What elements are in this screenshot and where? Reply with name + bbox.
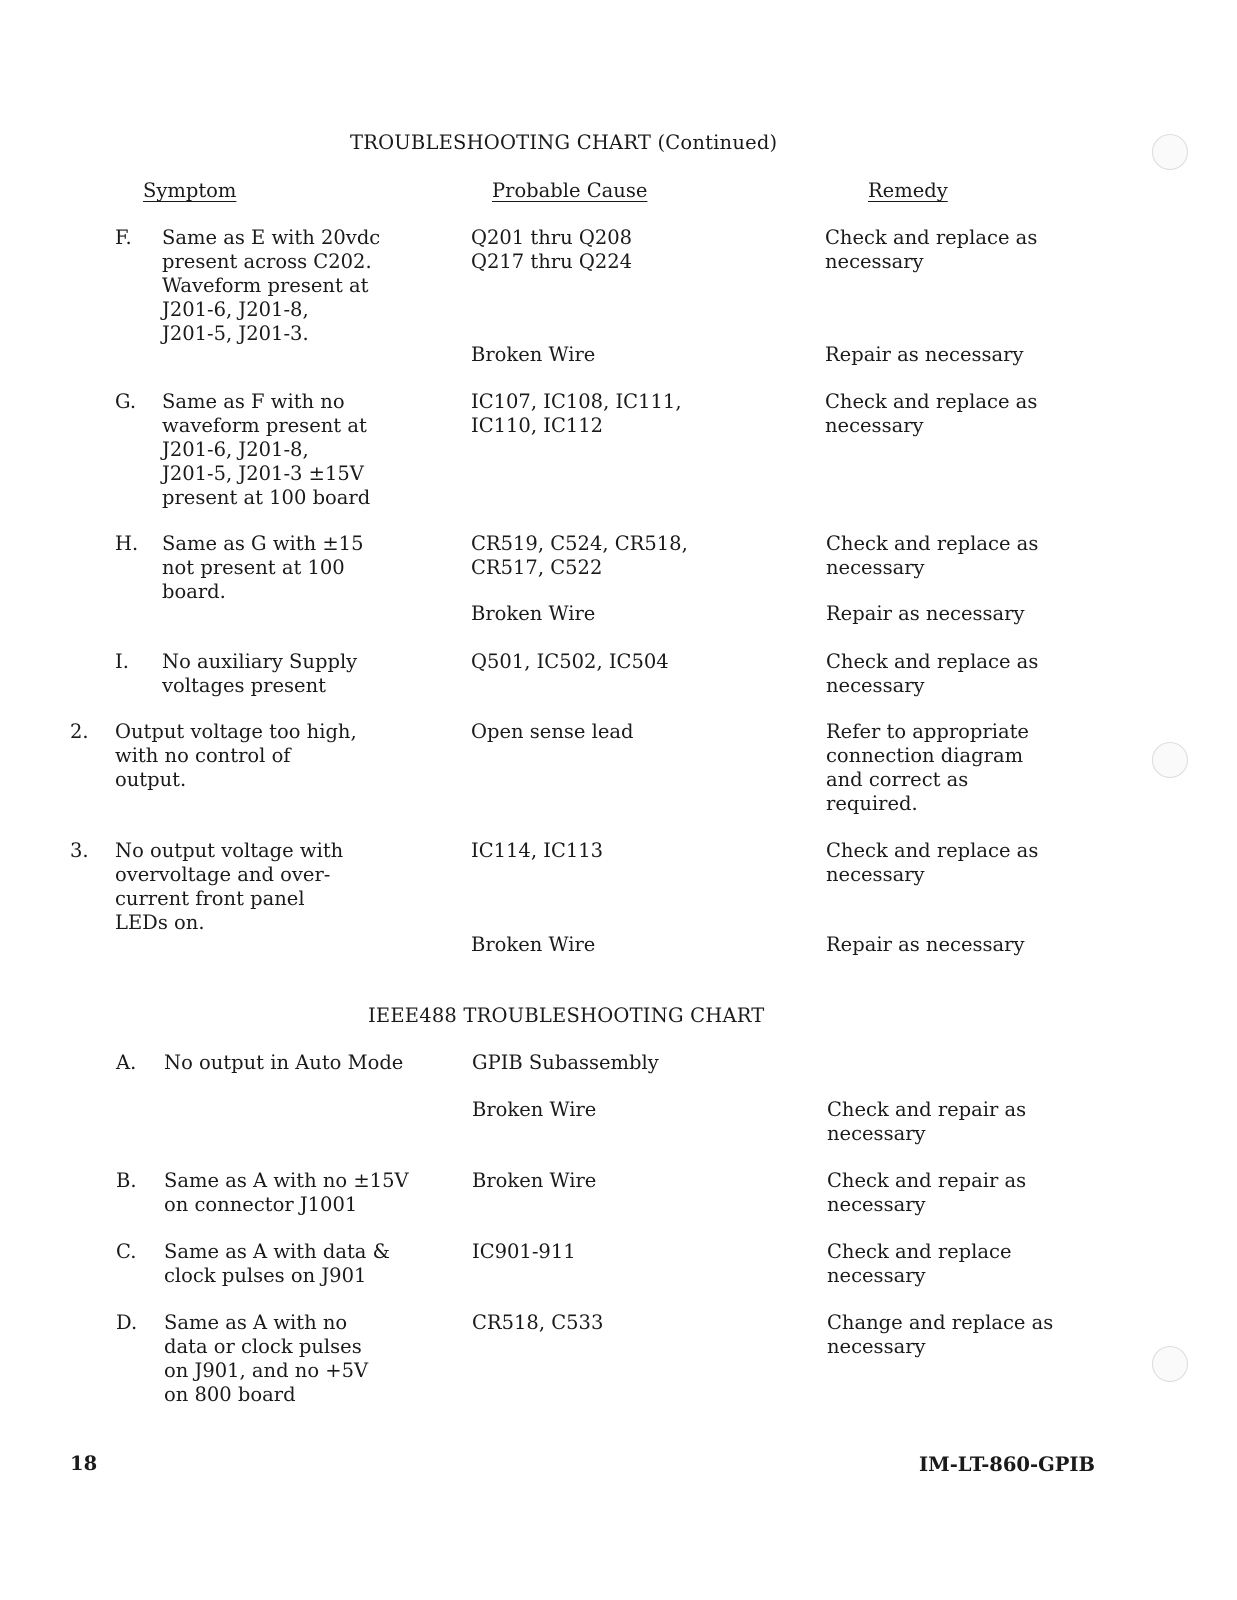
row-label: A. [116,1051,137,1074]
cause-cell: GPIB Subassembly [472,1051,659,1074]
row-label: H. [115,532,139,555]
column-header-remedy: Remedy [868,179,948,202]
chart-title: IEEE488 TROUBLESHOOTING CHART [368,1004,765,1027]
cause-cell: Q201 thru Q208 Q217 thru Q224 [471,226,633,273]
cause-cell: Broken Wire [471,602,596,625]
document-id: IM-LT-860-GPIB [919,1453,1096,1476]
symptom-cell: Output voltage too high, with no control of output. [115,720,357,791]
cause-cell: Open sense lead [471,720,634,743]
row-label: C. [116,1240,137,1263]
remedy-cell: Repair as necessary [825,343,1024,366]
row-label: D. [116,1311,138,1334]
cause-cell: IC901-911 [472,1240,576,1263]
remedy-cell: Refer to appropriate connection diagram and correct as required. [826,720,1029,815]
chart-title: TROUBLESHOOTING CHART (Continued) [350,131,778,154]
row-label: 2. [70,720,89,743]
symptom-cell: No auxiliary Supply voltages present [162,650,358,697]
remedy-cell: Repair as necessary [826,933,1025,956]
row-label: G. [115,390,137,413]
cause-cell: Broken Wire [472,1169,597,1192]
symptom-cell: Same as A with data & clock pulses on J901 [164,1240,390,1287]
symptom-cell: Same as F with no waveform present at J201-6, J201-8, J201-5, J201-3 ±15V present at 100 board [162,390,371,509]
symptom-cell: Same as A with no data or clock pulses on J901, and no +5V on 800 board [164,1311,369,1406]
cause-cell: IC107, IC108, IC111, IC110, IC112 [471,390,682,437]
symptom-cell: Same as G with ±15 not present at 100 board. [162,532,364,603]
binder-hole-top [1152,134,1188,170]
remedy-cell: Check and replace as necessary [826,532,1039,579]
remedy-cell: Repair as necessary [826,602,1025,625]
cause-cell: Broken Wire [472,1098,597,1121]
symptom-cell: Same as E with 20vdc present across C202. Waveform present at J201-6, J201-8, J201-5, J201-3. [162,226,381,345]
remedy-cell: Check and replace as necessary [826,839,1039,886]
binder-hole-middle [1152,742,1188,778]
cause-cell: IC114, IC113 [471,839,604,862]
row-label: B. [116,1169,137,1192]
remedy-cell: Check and repair as necessary [827,1169,1027,1216]
cause-cell: CR518, C533 [472,1311,604,1334]
row-label: F. [115,226,132,249]
remedy-cell: Check and replace as necessary [825,226,1038,273]
row-label: I. [115,650,129,673]
cause-cell: Broken Wire [471,343,596,366]
row-label: 3. [70,839,89,862]
remedy-cell: Check and repair as necessary [827,1098,1027,1145]
column-header-symptom: Symptom [143,179,237,202]
symptom-cell: No output in Auto Mode [164,1051,404,1074]
remedy-cell: Change and replace as necessary [827,1311,1054,1358]
binder-hole-bottom [1152,1346,1188,1382]
column-header-cause: Probable Cause [492,179,648,202]
remedy-cell: Check and replace necessary [827,1240,1012,1287]
page-number: 18 [70,1452,98,1475]
symptom-cell: No output voltage with overvoltage and over- current front panel LEDs on. [115,839,344,934]
symptom-cell: Same as A with no ±15V on connector J1001 [164,1169,409,1216]
cause-cell: Q501, IC502, IC504 [471,650,669,673]
remedy-cell: Check and replace as necessary [825,390,1038,437]
remedy-cell: Check and replace as necessary [826,650,1039,697]
cause-cell: CR519, C524, CR518, CR517, C522 [471,532,688,579]
cause-cell: Broken Wire [471,933,596,956]
